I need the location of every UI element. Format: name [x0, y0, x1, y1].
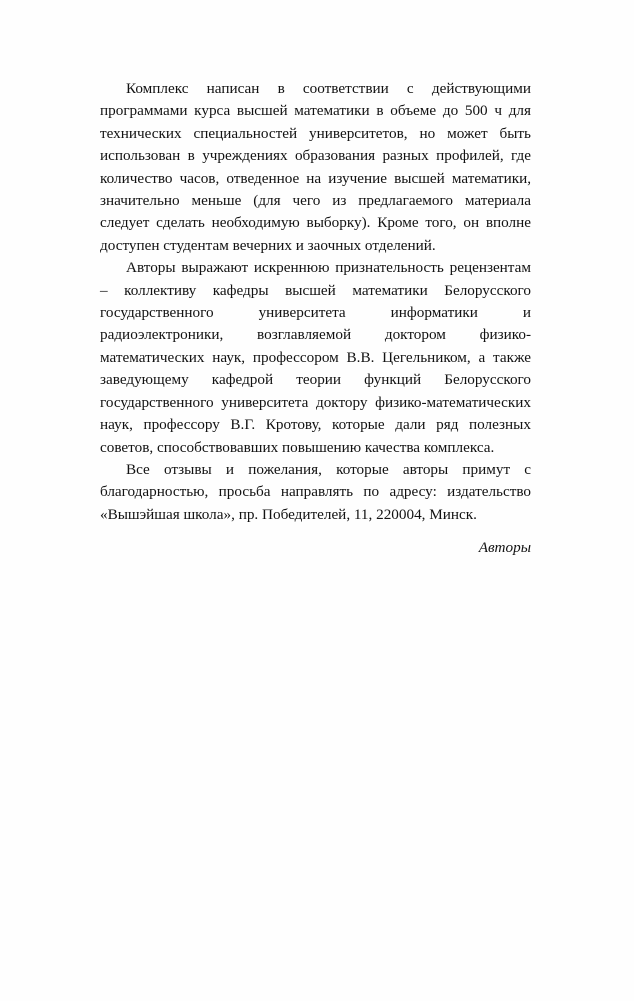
paragraph-acknowledgements: Авторы выражают искреннюю признательность рецензентам – коллективу кафедры высшей математики Белорусского государственного университета информатики и радиоэлектроники, возглавляемой доктором физико-математических наук, профессором В.В. Цегельником, а также заведующему кафедрой теории функций Белорусского государственного университета доктору физико-математических наук, профессору В.Г. Кротову, которые дали ряд полезных советов, способствовавших повышению качества комплекса. — [100, 259, 531, 456]
paragraph-feedback-address: Все отзывы и пожелания, которые авторы примут с благодарностью, просьба направлять по адресу: издательство «Вышэйшая школа», пр. Победителей, 11, 220004, Минск. — [100, 460, 531, 523]
signature-authors: Авторы — [478, 539, 531, 557]
page-text-block — [100, 78, 531, 560]
paragraph-programs: Комплекс написан в соответствии с действующими программами курса высшей математики в объеме до 500 ч для технических специальностей университетов, но может быть использован в учреждениях образования разных профилей, где количество часов, отведенное на изучение высшей математики, значительно меньше (для чего из предлагаемого материала следует сделать необходимую выборку). Кроме того, он вполне доступен студентам вечерних и заочных отделений. — [100, 80, 531, 254]
